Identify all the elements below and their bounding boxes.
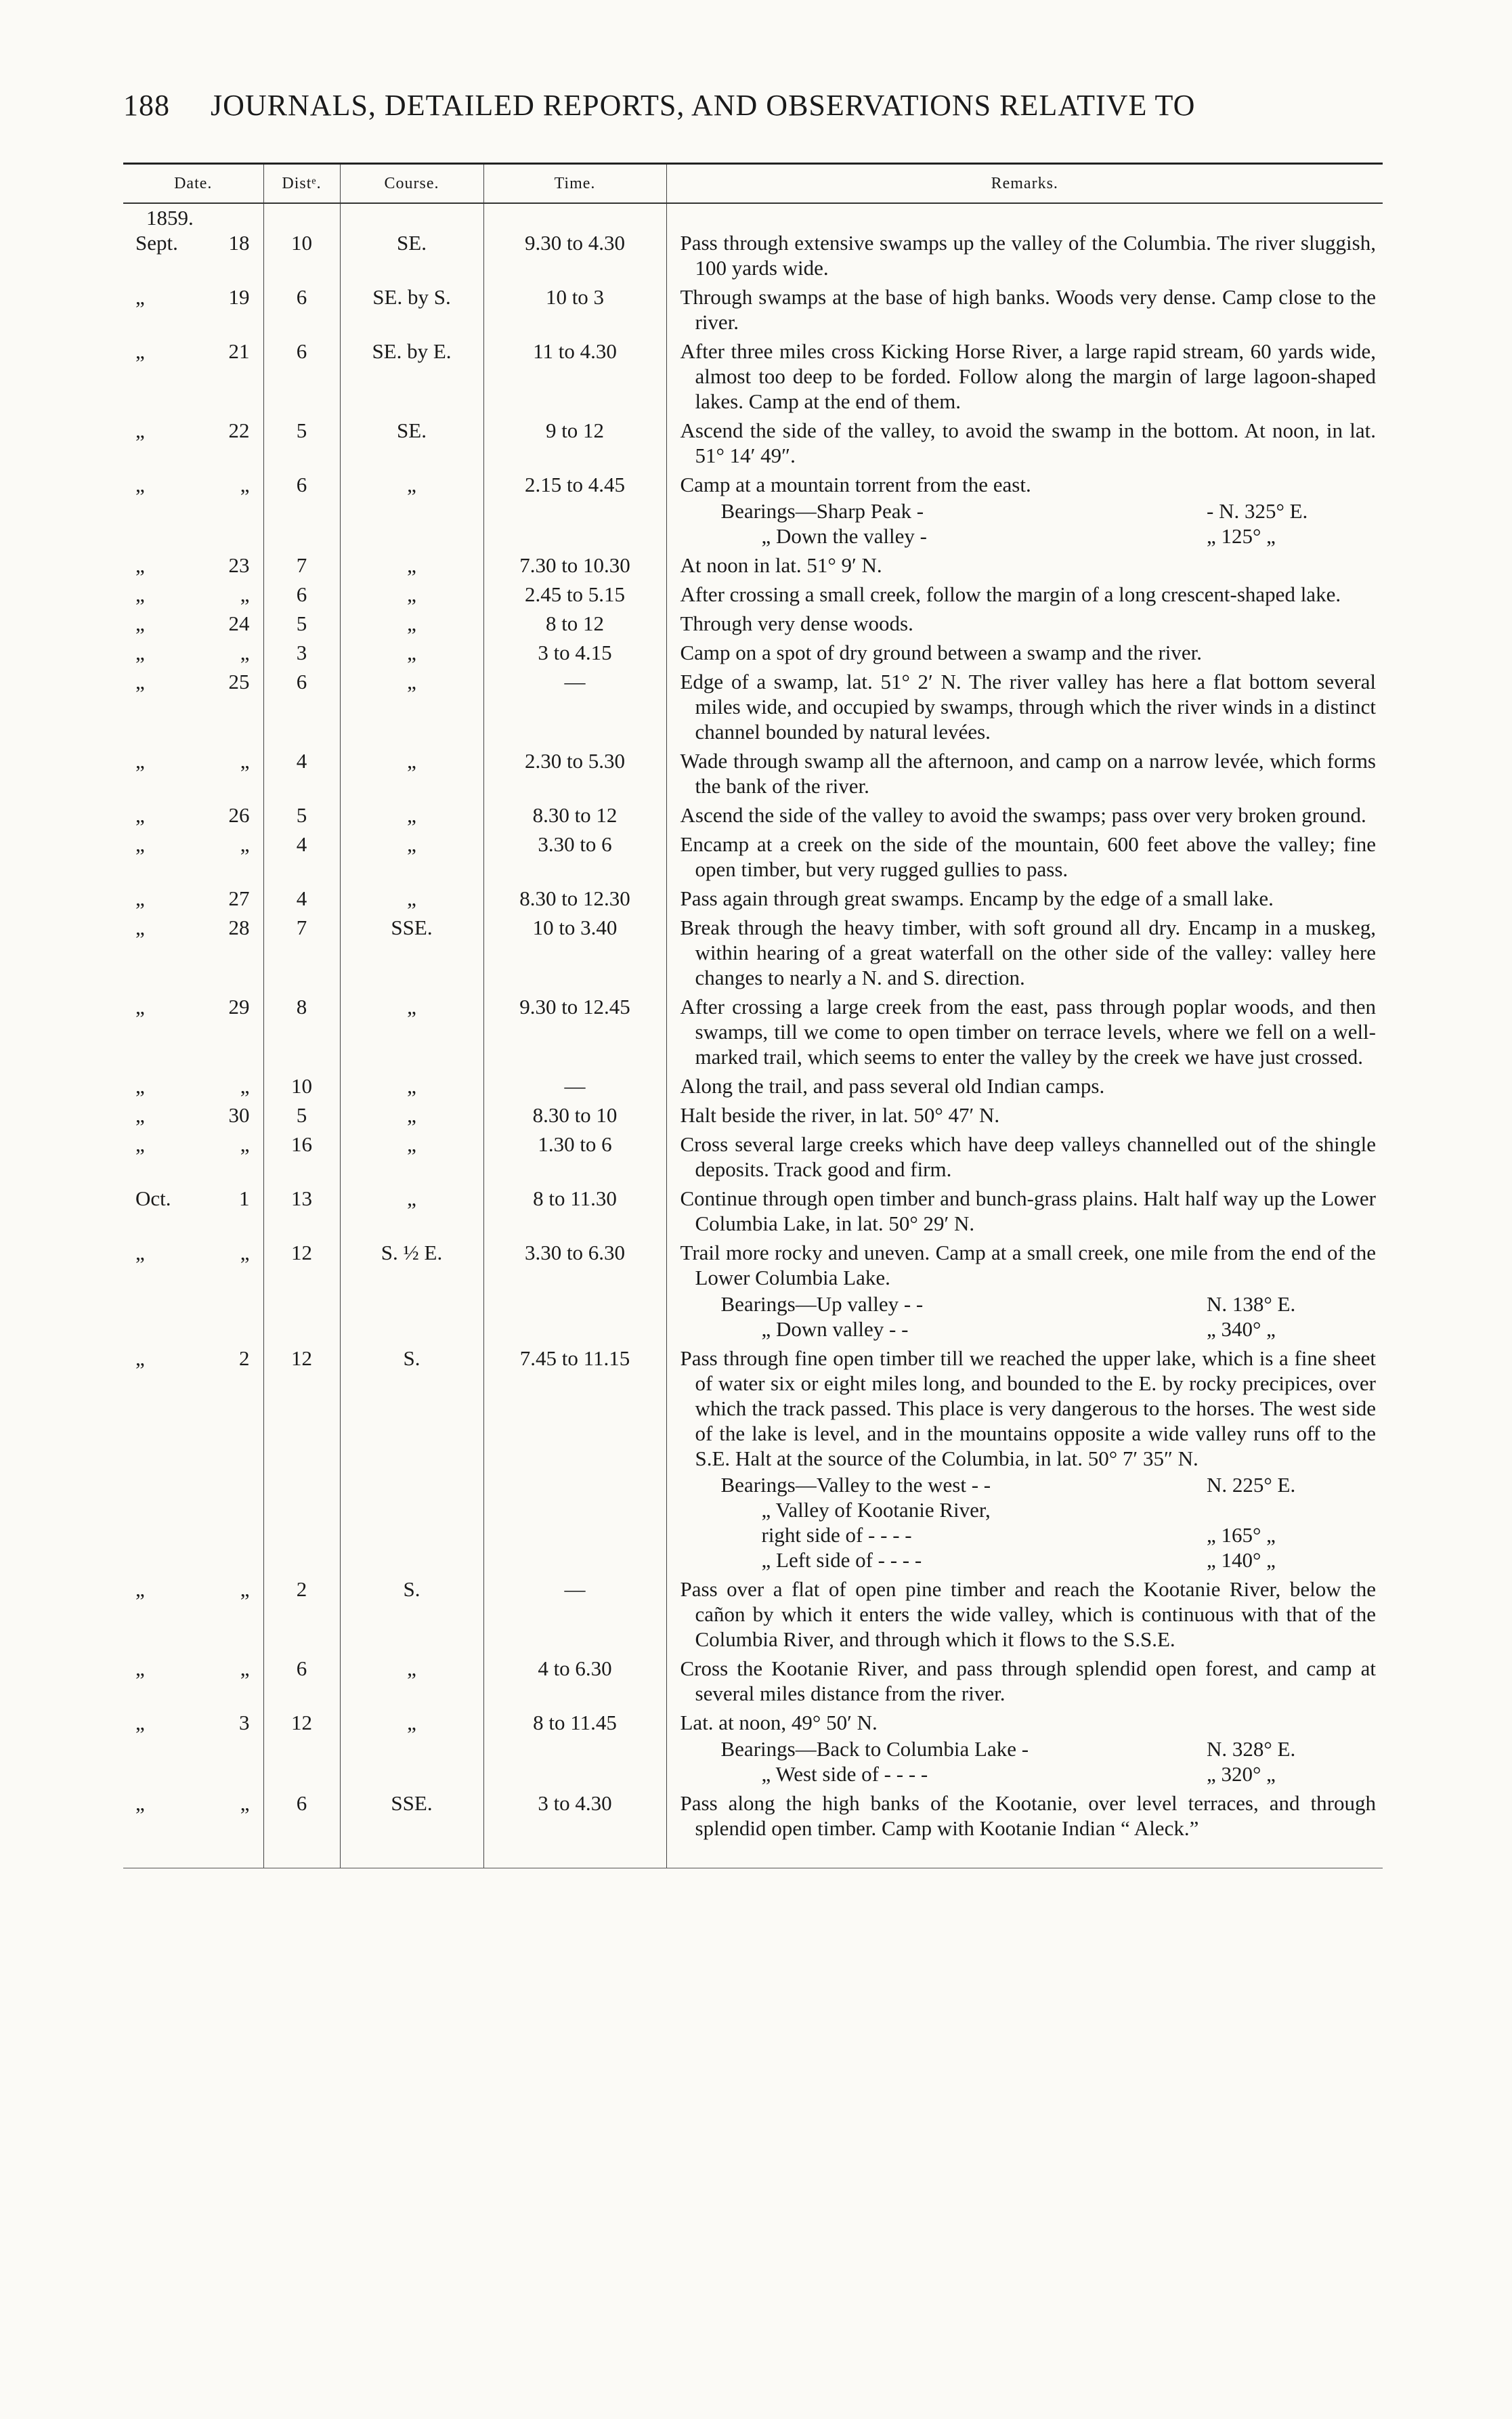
course-cell: SE. (340, 416, 483, 471)
day: „ (240, 1791, 250, 1815)
table-row (123, 1184, 1383, 1239)
table-header (123, 164, 1383, 204)
month: „ (135, 995, 145, 1019)
remarks-text: Trail more rocky and uneven. Camp at a small creek, one mile from the end of the Lower Columbia Lake. (680, 1241, 1376, 1289)
day: „ (240, 1074, 250, 1098)
remarks-cell (666, 283, 1383, 337)
bearing-line (681, 1472, 1377, 1497)
day: „ (240, 832, 250, 856)
month: „ (135, 803, 145, 827)
month: „ (135, 1711, 145, 1734)
bearing-value: „ 165° „ (1207, 1523, 1276, 1547)
table-row (123, 283, 1383, 337)
distance-cell: 12 (263, 1239, 340, 1344)
date-cell (123, 1654, 263, 1709)
bearing-line (681, 1291, 1377, 1316)
course-cell: „ (340, 830, 483, 884)
course-cell: SE. (340, 203, 483, 283)
distance-cell: 5 (263, 416, 340, 471)
course-cell: „ (340, 1072, 483, 1101)
course-cell: „ (340, 668, 483, 747)
time-cell: 3.30 to 6.30 (483, 1239, 666, 1344)
bearing-label: „ Valley of Kootanie River, (761, 1498, 991, 1522)
date-cell (123, 471, 263, 551)
day: 19 (228, 285, 250, 309)
column-header-course: Course. (340, 164, 483, 204)
date-cell (123, 639, 263, 668)
course-cell: „ (340, 639, 483, 668)
date-cell (123, 580, 263, 609)
time-cell: 11 to 4.30 (483, 337, 666, 416)
course-cell: „ (340, 884, 483, 914)
course-cell: „ (340, 993, 483, 1072)
remarks-cell (666, 993, 1383, 1072)
remarks-cell (666, 609, 1383, 639)
page-header (123, 88, 1383, 123)
time-cell: 9 to 12 (483, 416, 666, 471)
remarks-cell (666, 639, 1383, 668)
distance-cell: 7 (263, 551, 340, 580)
day: 25 (228, 670, 250, 693)
remarks-text: Pass along the high banks of the Kootanie, over level terraces, and through splendid open timber. Camp with Kootanie Indian “ Aleck.” (680, 1791, 1376, 1840)
remarks-text: Through swamps at the base of high banks. Woods very dense. Camp close to the river. (680, 285, 1376, 334)
distance-cell: 10 (263, 203, 340, 283)
distance-cell: 7 (263, 914, 340, 993)
remarks-cell (666, 203, 1383, 283)
course-cell: SSE. (340, 914, 483, 993)
bearings-block (681, 1472, 1377, 1572)
time-cell: 8.30 to 10 (483, 1101, 666, 1130)
course-cell: „ (340, 1101, 483, 1130)
bearing-value: „ 320° „ (1207, 1762, 1276, 1786)
table-row (123, 580, 1383, 609)
time-cell: 7.30 to 10.30 (483, 551, 666, 580)
distance-cell: 6 (263, 1789, 340, 1868)
date-cell (123, 1101, 263, 1130)
day: 30 (228, 1103, 250, 1127)
bearing-value (1207, 1497, 1376, 1522)
month: „ (135, 1346, 145, 1370)
table-row (123, 993, 1383, 1072)
bearing-label: Bearings—Sharp Peak - (720, 499, 924, 523)
table-row (123, 668, 1383, 747)
course-cell: SSE. (340, 1789, 483, 1868)
time-cell: 2.15 to 4.45 (483, 471, 666, 551)
distance-cell: 6 (263, 668, 340, 747)
bearing-label: right side of - - - - (761, 1523, 912, 1547)
remarks-text: Camp on a spot of dry ground between a swamp and the river. (680, 641, 1203, 664)
date-cell (123, 914, 263, 993)
table-row (123, 639, 1383, 668)
running-title: JOURNALS, DETAILED REPORTS, AND OBSERVATIONS RELATIVE TO (211, 89, 1196, 122)
time-cell: — (483, 668, 666, 747)
remarks-text: Ascend the side of the valley, to avoid the swamp in the bottom. At noon, in lat. 51° 14′ 49″. (680, 419, 1376, 467)
distance-cell: 12 (263, 1709, 340, 1789)
remarks-text: Edge of a swamp, lat. 51° 2′ N. The river valley has here a flat bottom several miles wide, and occupied by swamps, through which the river winds in a distinct channel bounded by natural levées. (680, 670, 1376, 744)
column-header-remarks: Remarks. (666, 164, 1383, 204)
bearing-label: Bearings—Back to Columbia Lake - (720, 1737, 1029, 1761)
time-cell: 8.30 to 12.30 (483, 884, 666, 914)
table-row (123, 203, 1383, 283)
month: „ (135, 749, 145, 773)
date-cell (123, 609, 263, 639)
remarks-text: Ascend the side of the valley to avoid the swamps; pass over very broken ground. (680, 803, 1366, 827)
date-cell (123, 416, 263, 471)
day: 22 (228, 419, 250, 442)
bearing-value: - N. 325° E. (1207, 499, 1308, 523)
time-cell: 9.30 to 12.45 (483, 993, 666, 1072)
day: 18 (228, 231, 250, 255)
date-cell (123, 801, 263, 830)
remarks-text: Camp at a mountain torrent from the east. (680, 473, 1031, 496)
bearings-block (681, 1291, 1377, 1342)
date-cell (123, 1575, 263, 1654)
date-cell (123, 747, 263, 801)
table-body (123, 203, 1383, 1868)
bearing-line (681, 1497, 1377, 1522)
time-cell: 9.30 to 4.30 (483, 203, 666, 283)
table-row (123, 914, 1383, 993)
distance-cell: 4 (263, 747, 340, 801)
bearing-line (681, 1736, 1377, 1761)
bearing-value: „ 340° „ (1207, 1317, 1276, 1341)
table-row (123, 884, 1383, 914)
table-row (123, 337, 1383, 416)
month: „ (135, 1074, 145, 1098)
table-row (123, 747, 1383, 801)
month: „ (135, 285, 145, 309)
time-cell: 8 to 12 (483, 609, 666, 639)
remarks-text: Continue through open timber and bunch-grass plains. Halt half way up the Lower Columbia Lake, in lat. 50° 29′ N. (680, 1186, 1376, 1235)
bearing-line (681, 1547, 1377, 1572)
remarks-text: Halt beside the river, in lat. 50° 47′ N. (680, 1103, 1000, 1127)
bearing-line (681, 1522, 1377, 1547)
day: 29 (228, 995, 250, 1019)
time-cell: 2.30 to 5.30 (483, 747, 666, 801)
time-cell: 10 to 3.40 (483, 914, 666, 993)
month: Sept. (135, 231, 178, 255)
remarks-cell (666, 668, 1383, 747)
course-cell: S. ½ E. (340, 1239, 483, 1344)
remarks-cell (666, 551, 1383, 580)
date-cell (123, 551, 263, 580)
course-cell: SE. by S. (340, 283, 483, 337)
date-cell (123, 668, 263, 747)
month: „ (135, 1577, 145, 1601)
bearing-value: N. 328° E. (1207, 1737, 1296, 1761)
remarks-text: Pass over a flat of open pine timber and reach the Kootanie River, below the cañon by which it enters the wide valley, which is continuous with that of the Columbia River, and through which it flows to the S.S.E. (680, 1577, 1376, 1651)
table-row (123, 1101, 1383, 1130)
table-row (123, 471, 1383, 551)
day: 26 (228, 803, 250, 827)
month: „ (135, 582, 145, 606)
course-cell: „ (340, 609, 483, 639)
distance-cell: 4 (263, 830, 340, 884)
bearing-label: „ Down the valley - (761, 524, 927, 548)
time-cell: — (483, 1575, 666, 1654)
remarks-cell (666, 1344, 1383, 1575)
time-cell: 10 to 3 (483, 283, 666, 337)
date-cell (123, 1184, 263, 1239)
day: 28 (228, 916, 250, 939)
time-cell: 3 to 4.30 (483, 1789, 666, 1868)
day: „ (240, 473, 250, 496)
remarks-cell (666, 914, 1383, 993)
date-cell (123, 1344, 263, 1575)
day: 27 (228, 886, 250, 910)
course-cell: „ (340, 1654, 483, 1709)
month: „ (135, 612, 145, 635)
remarks-cell (666, 830, 1383, 884)
time-cell: 8 to 11.30 (483, 1184, 666, 1239)
time-cell: 3.30 to 6 (483, 830, 666, 884)
remarks-text: Wade through swamp all the afternoon, and camp on a narrow levée, which forms the bank of the river. (680, 749, 1376, 798)
bearing-line (681, 523, 1377, 549)
table-row (123, 1072, 1383, 1101)
remarks-cell (666, 1101, 1383, 1130)
table-row (123, 1239, 1383, 1344)
table-row (123, 551, 1383, 580)
remarks-cell (666, 1789, 1383, 1868)
month: „ (135, 670, 145, 693)
remarks-text: Cross several large creeks which have deep valleys channelled out of the shingle deposits. Track good and firm. (680, 1132, 1376, 1181)
month: „ (135, 641, 145, 664)
day: „ (240, 582, 250, 606)
month: „ (135, 339, 145, 363)
distance-cell: 6 (263, 580, 340, 609)
remarks-cell (666, 1709, 1383, 1789)
day: 3 (239, 1711, 250, 1734)
day: „ (240, 1577, 250, 1601)
table-row (123, 1709, 1383, 1789)
time-cell: 1.30 to 6 (483, 1130, 666, 1184)
date-cell (123, 1072, 263, 1101)
distance-cell: 3 (263, 639, 340, 668)
remarks-cell (666, 801, 1383, 830)
day: 1 (239, 1186, 250, 1210)
remarks-cell (666, 1130, 1383, 1184)
bearing-label: Bearings—Up valley - - (720, 1292, 924, 1316)
column-header-date: Date. (123, 164, 263, 204)
month: „ (135, 473, 145, 496)
distance-cell: 13 (263, 1184, 340, 1239)
bearing-line (681, 498, 1377, 523)
distance-cell: 16 (263, 1130, 340, 1184)
remarks-text: Break through the heavy timber, with soft ground all dry. Encamp in a muskeg, within hearing of a great waterfall on the other side of the valley: valley here changes to nearly a N. and S. direction. (680, 916, 1376, 989)
day: „ (240, 1241, 250, 1264)
remarks-text: After crossing a large creek from the east, pass through poplar woods, and then swamps, till we come to open timber on terrace levels, where we fell on a well-marked trail, which seems to enter the valley by the creek we have just crossed. (680, 995, 1376, 1069)
month: „ (135, 832, 145, 856)
table-row (123, 1130, 1383, 1184)
time-cell: 7.45 to 11.15 (483, 1344, 666, 1575)
date-cell (123, 1239, 263, 1344)
course-cell: „ (340, 471, 483, 551)
bearing-value: „ 125° „ (1207, 524, 1276, 548)
month: „ (135, 553, 145, 577)
table-row (123, 830, 1383, 884)
remarks-text: Pass through fine open timber till we reached the upper lake, which is a fine sheet of water six or eight miles long, and bounded to the E. by rocky precipices, over which the track passed. This place is very dangerous to the horses. The west side of the lake is level, and in the mountains opposite a wide valley runs off to the S.E. Halt at the source of the Columbia, in lat. 50° 7′ 35″ N. (680, 1346, 1376, 1470)
day: 21 (228, 339, 250, 363)
time-cell: 8.30 to 12 (483, 801, 666, 830)
remarks-cell (666, 1654, 1383, 1709)
bearing-label: „ West side of - - - - (761, 1762, 928, 1786)
course-cell: S. (340, 1575, 483, 1654)
bearings-block (681, 498, 1377, 549)
journal-table (123, 163, 1383, 1868)
remarks-text: Pass through extensive swamps up the valley of the Columbia. The river sluggish, 100 yards wide. (680, 231, 1376, 280)
day: 2 (239, 1346, 250, 1370)
remarks-text: Lat. at noon, 49° 50′ N. (680, 1711, 878, 1734)
distance-cell: 5 (263, 801, 340, 830)
time-cell: 8 to 11.45 (483, 1709, 666, 1789)
month: Oct. (135, 1186, 171, 1210)
month: „ (135, 916, 145, 939)
remarks-text: After three miles cross Kicking Horse River, a large rapid stream, 60 yards wide, almost too deep to be forded. Follow along the margin of large lagoon-shaped lakes. Camp at the end of them. (680, 339, 1376, 413)
remarks-text: After crossing a small creek, follow the margin of a long crescent-shaped lake. (680, 582, 1341, 606)
table-row (123, 801, 1383, 830)
remarks-cell (666, 1575, 1383, 1654)
month: „ (135, 1103, 145, 1127)
course-cell: „ (340, 580, 483, 609)
column-header-distance: Distᵉ. (263, 164, 340, 204)
remarks-text: Encamp at a creek on the side of the mountain, 600 feet above the valley; fine open timber, but very rugged gullies to pass. (680, 832, 1376, 881)
time-cell: 4 to 6.30 (483, 1654, 666, 1709)
remarks-text: Through very dense woods. (680, 612, 913, 635)
day: 24 (228, 612, 250, 635)
page-number: 188 (123, 89, 170, 122)
table-row (123, 1575, 1383, 1654)
day: „ (240, 749, 250, 773)
time-cell: 3 to 4.15 (483, 639, 666, 668)
date-cell (123, 1130, 263, 1184)
date-cell (123, 203, 263, 283)
distance-cell: 4 (263, 884, 340, 914)
distance-cell: 12 (263, 1344, 340, 1575)
bearing-label: Bearings—Valley to the west - - (720, 1473, 991, 1497)
table-row (123, 1654, 1383, 1709)
course-cell: „ (340, 1709, 483, 1789)
month: „ (135, 1656, 145, 1680)
day: „ (240, 1656, 250, 1680)
bearing-value: N. 138° E. (1207, 1292, 1296, 1316)
remarks-cell (666, 884, 1383, 914)
remarks-text: At noon in lat. 51° 9′ N. (680, 553, 882, 577)
month: „ (135, 419, 145, 442)
distance-cell: 10 (263, 1072, 340, 1101)
table-row (123, 1789, 1383, 1868)
distance-cell: 6 (263, 471, 340, 551)
bearing-value: N. 225° E. (1207, 1473, 1296, 1497)
table-row (123, 416, 1383, 471)
bearing-line (681, 1316, 1377, 1342)
bearing-label: „ Down valley - - (761, 1317, 909, 1341)
remarks-cell (666, 1239, 1383, 1344)
month: „ (135, 1241, 145, 1264)
month: „ (135, 1791, 145, 1815)
distance-cell: 5 (263, 609, 340, 639)
course-cell: „ (340, 801, 483, 830)
date-cell (123, 1709, 263, 1789)
month: „ (135, 886, 145, 910)
distance-cell: 6 (263, 1654, 340, 1709)
bearing-value: „ 140° „ (1207, 1548, 1276, 1572)
year-label: 1859. (146, 206, 194, 230)
table-row (123, 1344, 1383, 1575)
remarks-text: Pass again through great swamps. Encamp by the edge of a small lake. (680, 886, 1274, 910)
date-cell (123, 884, 263, 914)
remarks-cell (666, 471, 1383, 551)
column-header-time: Time. (483, 164, 666, 204)
bearing-label: „ Left side of - - - - (761, 1548, 922, 1572)
time-cell: — (483, 1072, 666, 1101)
day: „ (240, 641, 250, 664)
remarks-cell (666, 747, 1383, 801)
course-cell: „ (340, 1184, 483, 1239)
distance-cell: 2 (263, 1575, 340, 1654)
date-cell (123, 993, 263, 1072)
course-cell: „ (340, 1130, 483, 1184)
course-cell: SE. by E. (340, 337, 483, 416)
distance-cell: 8 (263, 993, 340, 1072)
remarks-cell (666, 580, 1383, 609)
date-cell (123, 830, 263, 884)
distance-cell: 6 (263, 337, 340, 416)
bearing-line (681, 1761, 1377, 1786)
date-cell (123, 283, 263, 337)
day: 23 (228, 553, 250, 577)
remarks-text: Along the trail, and pass several old Indian camps. (680, 1074, 1105, 1098)
date-cell (123, 337, 263, 416)
time-cell: 2.45 to 5.15 (483, 580, 666, 609)
date-cell (123, 1789, 263, 1868)
distance-cell: 6 (263, 283, 340, 337)
month: „ (135, 1132, 145, 1156)
remarks-cell (666, 337, 1383, 416)
remarks-text: Cross the Kootanie River, and pass through splendid open forest, and camp at several miles distance from the river. (680, 1656, 1376, 1705)
bearings-block (681, 1736, 1377, 1786)
remarks-cell (666, 1072, 1383, 1101)
course-cell: „ (340, 551, 483, 580)
remarks-cell (666, 416, 1383, 471)
day: „ (240, 1132, 250, 1156)
remarks-cell (666, 1184, 1383, 1239)
table-row (123, 609, 1383, 639)
distance-cell: 5 (263, 1101, 340, 1130)
course-cell: „ (340, 747, 483, 801)
course-cell: S. (340, 1344, 483, 1575)
